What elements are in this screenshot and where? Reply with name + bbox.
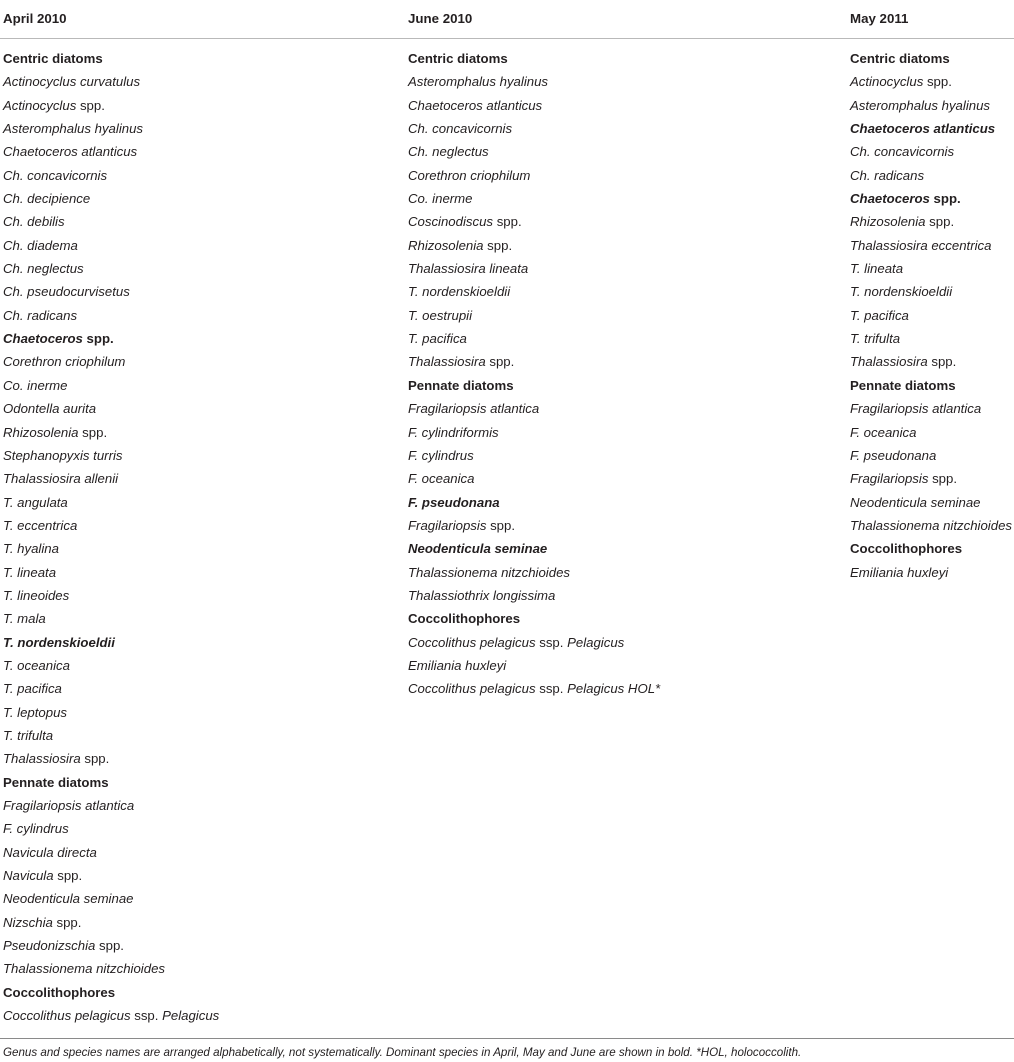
species-name: Ch. radicans [3, 307, 78, 323]
species-name: Fragilariopsis [850, 471, 929, 487]
header-may-2011: May 2011 [850, 11, 909, 26]
table-body [0, 39, 1014, 1039]
species-name: Ch. neglectus [408, 144, 489, 160]
category-heading [850, 47, 1012, 70]
species-name: Ch. neglectus [3, 261, 84, 277]
species-name: Ch. decipience [3, 191, 91, 207]
species-suffix: spp. [925, 214, 955, 230]
species-row [850, 397, 1012, 420]
species-row [408, 421, 660, 444]
species-name: Rhizosolenia [3, 424, 79, 440]
species-name: T. leptopus [3, 704, 68, 720]
species-row [3, 701, 219, 724]
species-name: Fragilariopsis [408, 517, 487, 533]
species-name: Coccolithus pelagicus [3, 1008, 131, 1024]
species-row [408, 397, 660, 420]
species-name: Emiliania huxleyi [408, 657, 507, 673]
category-label: Centric diatoms [850, 51, 950, 66]
species-name: Chaetoceros atlanticus [850, 121, 996, 137]
species-subspecies: Pelagicus [162, 1008, 220, 1024]
category-heading [408, 607, 660, 630]
species-name: Co. inerme [408, 191, 473, 207]
species-row [3, 537, 219, 560]
species-row [3, 350, 219, 373]
species-name: Actinocyclus curvatulus [3, 74, 141, 90]
category-heading [850, 537, 1012, 560]
species-name: T. nordenskioeldii [3, 634, 115, 650]
species-name: Neodenticula seminae [850, 494, 981, 510]
species-name: T. pacifica [408, 331, 467, 347]
species-row [3, 70, 219, 93]
species-row [850, 304, 1012, 327]
species-row [850, 257, 1012, 280]
species-name: Corethron criophilum [3, 354, 126, 370]
header-april-2010: April 2010 [3, 11, 67, 26]
category-heading [408, 47, 660, 70]
column-june-2010 [408, 47, 660, 701]
species-row [3, 514, 219, 537]
table-footnote: Genus and species names are arranged alphabetically, not systematically. Dominant species in April, May and June are shown in bold. *HOL, holococcolith. [3, 1046, 802, 1059]
species-row [3, 631, 219, 654]
species-suffix: ssp. [535, 634, 568, 650]
species-row [850, 491, 1012, 514]
species-subspecies: Pelagicus HOL* [567, 681, 661, 697]
species-name: Pseudonizschia [3, 938, 96, 954]
species-row [3, 467, 219, 490]
species-row [850, 187, 1012, 210]
species-suffix: spp. [78, 424, 108, 440]
species-suffix: spp. [53, 868, 83, 884]
species-row [408, 584, 660, 607]
species-row [408, 187, 660, 210]
species-name: T. lineata [850, 261, 904, 277]
species-row [3, 887, 219, 910]
species-suffix: spp. [52, 914, 82, 930]
species-row [3, 397, 219, 420]
species-row [408, 467, 660, 490]
species-name: Ch. pseudocurvisetus [3, 284, 130, 300]
category-heading [3, 771, 219, 794]
species-row [3, 607, 219, 630]
species-row [408, 117, 660, 140]
species-name: Emiliania huxleyi [850, 564, 949, 580]
species-suffix: spp. [486, 517, 516, 533]
species-name: Asteromphalus hyalinus [3, 121, 144, 137]
species-row [3, 421, 219, 444]
species-name: T. pacifica [3, 681, 62, 697]
species-name: T. trifulta [850, 331, 901, 347]
species-row [408, 234, 660, 257]
species-row [408, 327, 660, 350]
species-row [408, 94, 660, 117]
species-name: F. pseudonana [408, 494, 500, 510]
species-row [3, 1004, 219, 1027]
species-row [3, 327, 219, 350]
category-heading [3, 981, 219, 1004]
species-name: Thalassiosira [850, 354, 928, 370]
species-row [3, 304, 219, 327]
species-row [408, 561, 660, 584]
species-name: Odontella aurita [3, 401, 97, 417]
species-name: T. pacifica [850, 307, 909, 323]
species-name: Neodenticula seminae [408, 541, 548, 557]
species-row [850, 467, 1012, 490]
species-name: Coccolithus pelagicus [408, 681, 536, 697]
species-name: T. nordenskioeldii [408, 284, 511, 300]
species-subspecies: Pelagicus [567, 634, 625, 650]
species-suffix: spp. [82, 331, 114, 347]
species-name: Thalassionema nitzchioides [3, 961, 165, 977]
species-name: T. lineata [3, 564, 57, 580]
species-row [850, 210, 1012, 233]
species-row [3, 677, 219, 700]
species-row [850, 421, 1012, 444]
category-label: Centric diatoms [3, 51, 103, 66]
species-row [3, 187, 219, 210]
species-name: Actinocyclus [3, 97, 77, 113]
species-row [850, 444, 1012, 467]
species-name: T. mala [3, 611, 46, 627]
species-name: Ch. radicans [850, 167, 925, 183]
species-row [3, 561, 219, 584]
species-name: Chaetoceros atlanticus [3, 144, 138, 160]
species-suffix: spp. [483, 237, 513, 253]
species-name: Ch. diadema [3, 237, 78, 253]
species-row [408, 677, 660, 700]
species-name: T. trifulta [3, 727, 54, 743]
species-name: T. nordenskioeldii [850, 284, 953, 300]
species-name: Chaetoceros [850, 191, 930, 207]
header-june-2010: June 2010 [408, 11, 473, 26]
species-suffix: spp. [929, 191, 961, 207]
species-suffix: ssp. [535, 681, 568, 697]
species-row [850, 280, 1012, 303]
species-name: Asteromphalus hyalinus [850, 97, 991, 113]
species-row [408, 70, 660, 93]
species-row [3, 817, 219, 840]
species-name: Ch. concavicornis [850, 144, 955, 160]
species-suffix: spp. [485, 354, 515, 370]
category-heading [408, 374, 660, 397]
species-row [3, 234, 219, 257]
species-row [3, 164, 219, 187]
species-name: Navicula directa [3, 844, 97, 860]
species-row [408, 280, 660, 303]
species-row [3, 747, 219, 770]
category-label: Pennate diatoms [850, 377, 956, 393]
species-row [408, 210, 660, 233]
species-row [408, 304, 660, 327]
species-name: Ch. concavicornis [3, 167, 108, 183]
species-name: T. angulata [3, 494, 68, 510]
species-name: F. cylindrus [3, 821, 69, 837]
species-row [3, 654, 219, 677]
species-row [850, 164, 1012, 187]
species-row [850, 514, 1012, 537]
species-name: F. oceanica [850, 424, 917, 440]
species-name: Chaetoceros [3, 331, 83, 347]
species-name: Thalassionema nitzchioides [850, 517, 1012, 533]
category-label: Coccolithophores [850, 541, 963, 557]
species-name: T. eccentrica [3, 517, 78, 533]
table-bottom-rule [0, 1038, 1014, 1039]
category-label: Coccolithophores [3, 984, 116, 1000]
species-row [408, 514, 660, 537]
species-row [408, 164, 660, 187]
species-row [850, 350, 1012, 373]
species-name: Thalassiosira [408, 354, 486, 370]
species-suffix: spp. [95, 938, 124, 954]
species-name: Fragilariopsis atlantica [3, 798, 135, 813]
species-row [850, 140, 1012, 163]
species-row [408, 257, 660, 280]
species-name: Fragilariopsis atlantica [408, 401, 540, 417]
species-name: Thalassiosira eccentrica [850, 237, 992, 253]
species-row [850, 70, 1012, 93]
species-suffix: spp. [76, 97, 105, 113]
species-name: Thalassiosira [3, 751, 81, 767]
species-row [408, 140, 660, 163]
species-row [408, 350, 660, 373]
species-suffix: spp. [927, 354, 957, 370]
column-april-2010 [3, 47, 219, 1027]
species-name: Stephanopyxis turris [3, 447, 123, 463]
species-row [3, 257, 219, 280]
species-row [3, 280, 219, 303]
category-label: Coccolithophores [408, 611, 521, 627]
species-name: Corethron criophilum [408, 167, 531, 183]
species-row [3, 864, 219, 887]
species-suffix: spp. [928, 471, 958, 487]
species-row [3, 374, 219, 397]
species-name: F. pseudonana [850, 447, 937, 463]
species-row [3, 94, 219, 117]
category-heading [850, 374, 1012, 397]
species-suffix: spp. [923, 74, 952, 90]
species-row [850, 561, 1012, 584]
species-row [3, 491, 219, 514]
species-name: Nizschia [3, 914, 53, 930]
species-row [408, 631, 660, 654]
category-label: Centric diatoms [408, 51, 508, 66]
species-name: Ch. concavicornis [408, 121, 513, 137]
species-name: Actinocyclus [850, 74, 924, 90]
species-suffix: spp. [80, 751, 110, 767]
column-may-2011 [850, 47, 1012, 584]
species-name: T. lineoides [3, 587, 70, 603]
category-label: Pennate diatoms [408, 377, 514, 393]
species-row [3, 911, 219, 934]
category-label: Pennate diatoms [3, 774, 109, 790]
species-name: Navicula [3, 868, 54, 884]
species-row [3, 444, 219, 467]
species-row [3, 841, 219, 864]
species-name: T. hyalina [3, 541, 59, 557]
species-row [408, 537, 660, 560]
species-name: Thalassiosira lineata [408, 261, 529, 277]
species-row [3, 934, 219, 957]
table-header [0, 0, 1014, 39]
species-row [408, 444, 660, 467]
species-row [3, 724, 219, 747]
species-name: Ch. debilis [3, 214, 65, 230]
species-row [850, 234, 1012, 257]
species-name: Chaetoceros atlanticus [408, 97, 543, 113]
species-name: Fragilariopsis atlantica [850, 401, 982, 417]
species-name: Coscinodiscus [408, 214, 494, 230]
species-name: Thalassionema nitzchioides [408, 564, 570, 580]
species-suffix: spp. [493, 214, 522, 230]
species-row [850, 117, 1012, 140]
species-name: T. oestrupii [408, 307, 473, 323]
species-name: F. oceanica [408, 471, 475, 487]
category-heading [3, 47, 219, 70]
species-row [850, 94, 1012, 117]
species-name: Co. inerme [3, 377, 68, 393]
species-row [408, 491, 660, 514]
species-row [850, 327, 1012, 350]
species-row [3, 584, 219, 607]
species-name: F. cylindriformis [408, 424, 499, 440]
species-row [3, 117, 219, 140]
species-name: Neodenticula seminae [3, 891, 134, 907]
species-name: Thalassiothrix longissima [408, 587, 556, 603]
species-name: Coccolithus pelagicus [408, 634, 536, 650]
species-row [3, 140, 219, 163]
species-row [3, 794, 219, 817]
species-name: Rhizosolenia [408, 237, 484, 253]
species-name: T. oceanica [3, 657, 70, 673]
species-name: F. cylindrus [408, 447, 474, 463]
species-name: Rhizosolenia [850, 214, 926, 230]
species-row [3, 957, 219, 980]
species-name: Asteromphalus hyalinus [408, 74, 549, 90]
species-name: Thalassiosira allenii [3, 471, 119, 487]
species-row [408, 654, 660, 677]
species-suffix: ssp. [130, 1008, 163, 1024]
species-row [3, 210, 219, 233]
